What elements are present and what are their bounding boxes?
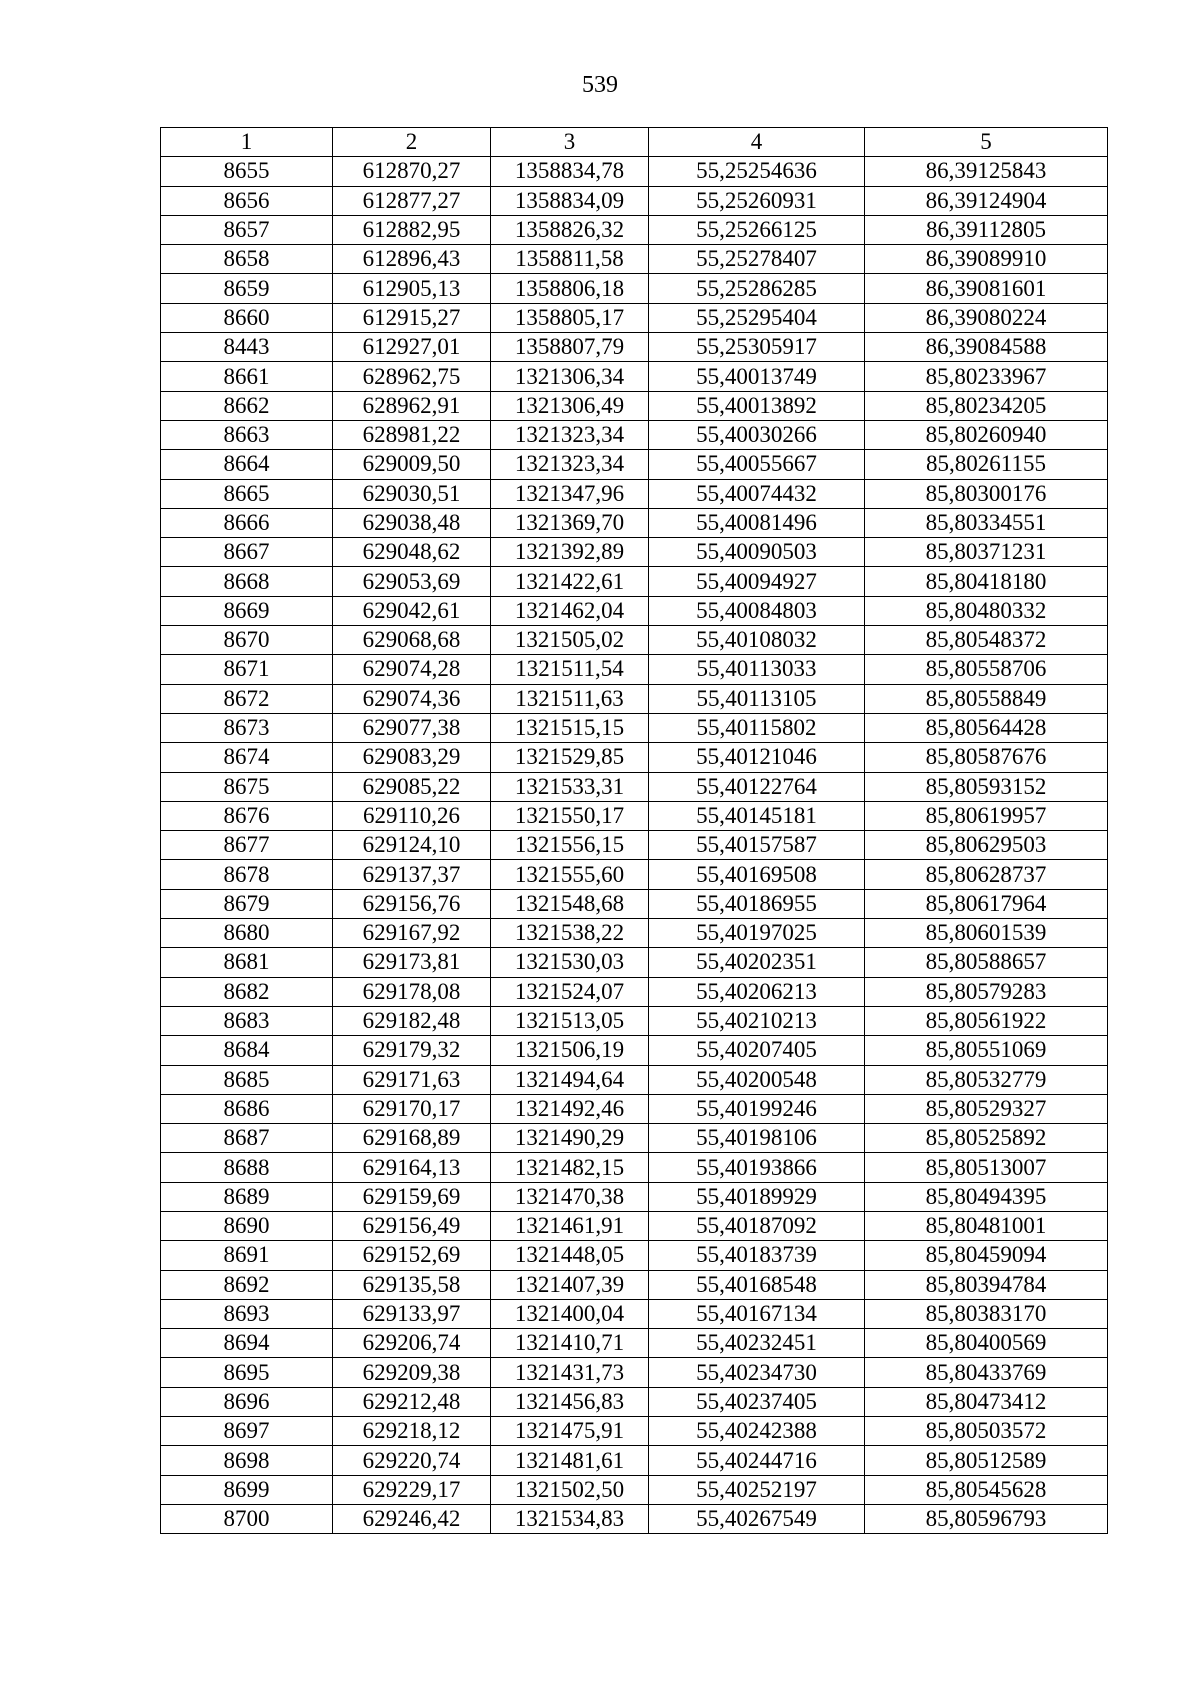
table-row xyxy=(161,1475,1108,1504)
table-cell: 1321530,03 xyxy=(491,948,649,977)
table-cell: 1358806,18 xyxy=(491,274,649,303)
table-row xyxy=(161,772,1108,801)
table-row xyxy=(161,362,1108,391)
table-row xyxy=(161,626,1108,655)
table-cell: 85,80558706 xyxy=(865,655,1108,684)
table-cell: 85,80548372 xyxy=(865,626,1108,655)
table-cell: 85,80564428 xyxy=(865,713,1108,742)
table-cell: 55,40167134 xyxy=(649,1299,865,1328)
table-cell: 8691 xyxy=(161,1241,333,1270)
table-cell: 8696 xyxy=(161,1387,333,1416)
table-cell: 85,80619957 xyxy=(865,801,1108,830)
table-cell: 8686 xyxy=(161,1094,333,1123)
table-cell: 629048,62 xyxy=(333,538,491,567)
table-cell: 8694 xyxy=(161,1329,333,1358)
table-cell: 55,40157587 xyxy=(649,831,865,860)
table-row xyxy=(161,743,1108,772)
table-cell: 1321502,50 xyxy=(491,1475,649,1504)
table-row xyxy=(161,303,1108,332)
table-cell: 85,80532779 xyxy=(865,1065,1108,1094)
table-cell: 629009,50 xyxy=(333,450,491,479)
table-cell: 1321524,07 xyxy=(491,977,649,1006)
table-cell: 85,80473412 xyxy=(865,1387,1108,1416)
table-cell: 629152,69 xyxy=(333,1241,491,1270)
table-cell: 629164,13 xyxy=(333,1153,491,1182)
table-cell: 629212,48 xyxy=(333,1387,491,1416)
table-cell: 629220,74 xyxy=(333,1446,491,1475)
table-cell: 612870,27 xyxy=(333,157,491,186)
table-cell: 55,40113105 xyxy=(649,684,865,713)
table-cell: 1321482,15 xyxy=(491,1153,649,1182)
table-cell: 85,80551069 xyxy=(865,1036,1108,1065)
table-cell: 8690 xyxy=(161,1211,333,1240)
table-cell: 8688 xyxy=(161,1153,333,1182)
table-cell: 85,80579283 xyxy=(865,977,1108,1006)
table-cell: 85,80260940 xyxy=(865,420,1108,449)
table-cell: 55,40122764 xyxy=(649,772,865,801)
table-row xyxy=(161,977,1108,1006)
table-cell: 86,39081601 xyxy=(865,274,1108,303)
table-cell: 85,80587676 xyxy=(865,743,1108,772)
table-cell: 628962,91 xyxy=(333,391,491,420)
table-cell: 55,40210213 xyxy=(649,1006,865,1035)
table-row xyxy=(161,186,1108,215)
table-cell: 629053,69 xyxy=(333,567,491,596)
table-row xyxy=(161,333,1108,362)
table-cell: 85,80558849 xyxy=(865,684,1108,713)
table-cell: 1321410,71 xyxy=(491,1329,649,1358)
table-cell: 629083,29 xyxy=(333,743,491,772)
table-cell: 629156,49 xyxy=(333,1211,491,1240)
table-cell: 1321431,73 xyxy=(491,1358,649,1387)
table-cell: 1321506,19 xyxy=(491,1036,649,1065)
table-cell: 8670 xyxy=(161,626,333,655)
table-cell: 1321392,89 xyxy=(491,538,649,567)
table-cell: 55,40207405 xyxy=(649,1036,865,1065)
table-cell: 629137,37 xyxy=(333,860,491,889)
table-row xyxy=(161,1211,1108,1240)
table-cell: 55,25266125 xyxy=(649,215,865,244)
table-cell: 1321529,85 xyxy=(491,743,649,772)
table-cell: 85,80629503 xyxy=(865,831,1108,860)
table-cell: 8663 xyxy=(161,420,333,449)
table-cell: 1358805,17 xyxy=(491,303,649,332)
table-row xyxy=(161,1124,1108,1153)
table-cell: 8689 xyxy=(161,1182,333,1211)
table-cell: 55,40090503 xyxy=(649,538,865,567)
table-row xyxy=(161,157,1108,186)
table-cell: 8687 xyxy=(161,1124,333,1153)
table-cell: 55,40013892 xyxy=(649,391,865,420)
table-row xyxy=(161,1299,1108,1328)
table-cell: 629030,51 xyxy=(333,479,491,508)
table-cell: 628962,75 xyxy=(333,362,491,391)
table-row xyxy=(161,919,1108,948)
table-cell: 55,40237405 xyxy=(649,1387,865,1416)
table-cell: 629077,38 xyxy=(333,713,491,742)
table-row xyxy=(161,655,1108,684)
table-row xyxy=(161,1270,1108,1299)
table-row xyxy=(161,860,1108,889)
table-cell: 85,80503572 xyxy=(865,1417,1108,1446)
table-cell: 8683 xyxy=(161,1006,333,1035)
table-cell: 55,40013749 xyxy=(649,362,865,391)
table-cell: 629168,89 xyxy=(333,1124,491,1153)
table-cell: 629135,58 xyxy=(333,1270,491,1299)
table-row xyxy=(161,1065,1108,1094)
header-cell: 5 xyxy=(865,128,1108,157)
table-cell: 55,40186955 xyxy=(649,889,865,918)
table-cell: 629074,28 xyxy=(333,655,491,684)
table-cell: 1358811,58 xyxy=(491,245,649,274)
table-cell: 85,80371231 xyxy=(865,538,1108,567)
table-cell: 85,80545628 xyxy=(865,1475,1108,1504)
table-cell: 85,80234205 xyxy=(865,391,1108,420)
table-cell: 1321323,34 xyxy=(491,420,649,449)
table-cell: 8673 xyxy=(161,713,333,742)
table-cell: 629068,68 xyxy=(333,626,491,655)
table-cell: 1321470,38 xyxy=(491,1182,649,1211)
table-cell: 85,80513007 xyxy=(865,1153,1108,1182)
table-cell: 629074,36 xyxy=(333,684,491,713)
table-cell: 629182,48 xyxy=(333,1006,491,1035)
table-cell: 8656 xyxy=(161,186,333,215)
table-cell: 86,39112805 xyxy=(865,215,1108,244)
table-row xyxy=(161,1387,1108,1416)
table-cell: 55,25260931 xyxy=(649,186,865,215)
table-row xyxy=(161,596,1108,625)
table-cell: 55,40113033 xyxy=(649,655,865,684)
table-cell: 8660 xyxy=(161,303,333,332)
table-row xyxy=(161,1153,1108,1182)
table-cell: 8657 xyxy=(161,215,333,244)
table-cell: 85,80593152 xyxy=(865,772,1108,801)
table-cell: 55,40242388 xyxy=(649,1417,865,1446)
header-cell: 2 xyxy=(333,128,491,157)
table-cell: 55,40267549 xyxy=(649,1504,865,1533)
table-cell: 8681 xyxy=(161,948,333,977)
table-cell: 85,80433769 xyxy=(865,1358,1108,1387)
table-cell: 55,40202351 xyxy=(649,948,865,977)
table-cell: 85,80588657 xyxy=(865,948,1108,977)
table-cell: 8698 xyxy=(161,1446,333,1475)
table-cell: 1321369,70 xyxy=(491,508,649,537)
table-cell: 629156,76 xyxy=(333,889,491,918)
table-cell: 85,80494395 xyxy=(865,1182,1108,1211)
table-cell: 55,40084803 xyxy=(649,596,865,625)
table-cell: 1321462,04 xyxy=(491,596,649,625)
table-cell: 55,25305917 xyxy=(649,333,865,362)
table-row xyxy=(161,831,1108,860)
table-cell: 85,80617964 xyxy=(865,889,1108,918)
header-cell: 4 xyxy=(649,128,865,157)
table-cell: 55,40200548 xyxy=(649,1065,865,1094)
table-row xyxy=(161,508,1108,537)
table-cell: 55,40198106 xyxy=(649,1124,865,1153)
table-cell: 1321511,54 xyxy=(491,655,649,684)
header-cell: 1 xyxy=(161,128,333,157)
table-row xyxy=(161,391,1108,420)
table-cell: 1321533,31 xyxy=(491,772,649,801)
table-cell: 8668 xyxy=(161,567,333,596)
table-cell: 1358807,79 xyxy=(491,333,649,362)
table-cell: 85,80418180 xyxy=(865,567,1108,596)
table-row xyxy=(161,1241,1108,1270)
table-row xyxy=(161,1358,1108,1387)
table-cell: 86,39089910 xyxy=(865,245,1108,274)
table-cell: 85,80628737 xyxy=(865,860,1108,889)
table-row xyxy=(161,245,1108,274)
table-cell: 85,80300176 xyxy=(865,479,1108,508)
table-cell: 1321448,05 xyxy=(491,1241,649,1270)
table-cell: 55,40094927 xyxy=(649,567,865,596)
table-cell: 85,80512589 xyxy=(865,1446,1108,1475)
table-cell: 1358834,09 xyxy=(491,186,649,215)
table-row xyxy=(161,889,1108,918)
table-cell: 8655 xyxy=(161,157,333,186)
table-cell: 8700 xyxy=(161,1504,333,1533)
table-row xyxy=(161,538,1108,567)
coordinates-table xyxy=(160,127,1108,1534)
table-row xyxy=(161,1504,1108,1533)
page-number: 539 xyxy=(582,72,618,98)
table-cell: 1321511,63 xyxy=(491,684,649,713)
table-row xyxy=(161,801,1108,830)
table-cell: 8669 xyxy=(161,596,333,625)
table-cell: 8443 xyxy=(161,333,333,362)
table-cell: 1321505,02 xyxy=(491,626,649,655)
table-cell: 8699 xyxy=(161,1475,333,1504)
table-cell: 629159,69 xyxy=(333,1182,491,1211)
table-cell: 1321555,60 xyxy=(491,860,649,889)
table-cell: 1321475,91 xyxy=(491,1417,649,1446)
table-cell: 1321461,91 xyxy=(491,1211,649,1240)
table-row xyxy=(161,215,1108,244)
table-cell: 55,40252197 xyxy=(649,1475,865,1504)
table-cell: 8692 xyxy=(161,1270,333,1299)
table-cell: 8680 xyxy=(161,919,333,948)
table-cell: 8672 xyxy=(161,684,333,713)
table-cell: 1358834,78 xyxy=(491,157,649,186)
table-cell: 85,80261155 xyxy=(865,450,1108,479)
table-row xyxy=(161,420,1108,449)
table-cell: 612877,27 xyxy=(333,186,491,215)
table-cell: 8662 xyxy=(161,391,333,420)
table-cell: 629179,32 xyxy=(333,1036,491,1065)
table-cell: 8666 xyxy=(161,508,333,537)
table-cell: 55,25254636 xyxy=(649,157,865,186)
table-row xyxy=(161,479,1108,508)
table-cell: 8684 xyxy=(161,1036,333,1065)
table-cell: 55,25286285 xyxy=(649,274,865,303)
table-cell: 86,39084588 xyxy=(865,333,1108,362)
table-cell: 8685 xyxy=(161,1065,333,1094)
table-cell: 86,39080224 xyxy=(865,303,1108,332)
table-cell: 629173,81 xyxy=(333,948,491,977)
header-cell: 3 xyxy=(491,128,649,157)
table-row xyxy=(161,948,1108,977)
table-cell: 1321323,34 xyxy=(491,450,649,479)
table-cell: 85,80233967 xyxy=(865,362,1108,391)
table-cell: 629124,10 xyxy=(333,831,491,860)
table-cell: 85,80481001 xyxy=(865,1211,1108,1240)
table-cell: 55,40169508 xyxy=(649,860,865,889)
table-cell: 1321400,04 xyxy=(491,1299,649,1328)
table-cell: 85,80561922 xyxy=(865,1006,1108,1035)
table-cell: 85,80525892 xyxy=(865,1124,1108,1153)
table-cell: 55,40244716 xyxy=(649,1446,865,1475)
table-cell: 8677 xyxy=(161,831,333,860)
table-cell: 1321306,34 xyxy=(491,362,649,391)
table-cell: 1321515,15 xyxy=(491,713,649,742)
table-cell: 629042,61 xyxy=(333,596,491,625)
table-cell: 1321538,22 xyxy=(491,919,649,948)
table-cell: 8695 xyxy=(161,1358,333,1387)
table-cell: 1321347,96 xyxy=(491,479,649,508)
table-cell: 8665 xyxy=(161,479,333,508)
table-cell: 1321548,68 xyxy=(491,889,649,918)
table-cell: 8659 xyxy=(161,274,333,303)
table-cell: 85,80400569 xyxy=(865,1329,1108,1358)
table-cell: 629246,42 xyxy=(333,1504,491,1533)
table-cell: 1358826,32 xyxy=(491,215,649,244)
table-cell: 55,40197025 xyxy=(649,919,865,948)
table-cell: 55,40074432 xyxy=(649,479,865,508)
table-row xyxy=(161,1182,1108,1211)
table-row xyxy=(161,274,1108,303)
table-cell: 8674 xyxy=(161,743,333,772)
table-cell: 55,40121046 xyxy=(649,743,865,772)
table-cell: 1321490,29 xyxy=(491,1124,649,1153)
table-cell: 1321550,17 xyxy=(491,801,649,830)
table-cell: 629229,17 xyxy=(333,1475,491,1504)
table-cell: 612896,43 xyxy=(333,245,491,274)
table-cell: 55,25295404 xyxy=(649,303,865,332)
table-cell: 8679 xyxy=(161,889,333,918)
table-cell: 612915,27 xyxy=(333,303,491,332)
table-row xyxy=(161,567,1108,596)
table-row xyxy=(161,713,1108,742)
table-cell: 55,40145181 xyxy=(649,801,865,830)
table-row xyxy=(161,450,1108,479)
table-cell: 55,40168548 xyxy=(649,1270,865,1299)
table-cell: 55,40189929 xyxy=(649,1182,865,1211)
table-cell: 55,40081496 xyxy=(649,508,865,537)
table-cell: 1321306,49 xyxy=(491,391,649,420)
table-cell: 8671 xyxy=(161,655,333,684)
table-cell: 55,40183739 xyxy=(649,1241,865,1270)
table-cell: 629171,63 xyxy=(333,1065,491,1094)
table-cell: 8697 xyxy=(161,1417,333,1446)
table-cell: 55,40115802 xyxy=(649,713,865,742)
table-cell: 629206,74 xyxy=(333,1329,491,1358)
table-cell: 612927,01 xyxy=(333,333,491,362)
table-cell: 1321534,83 xyxy=(491,1504,649,1533)
table-row xyxy=(161,1094,1108,1123)
table-cell: 8693 xyxy=(161,1299,333,1328)
table-row xyxy=(161,1417,1108,1446)
table-cell: 612882,95 xyxy=(333,215,491,244)
table-cell: 8661 xyxy=(161,362,333,391)
table-cell: 55,40108032 xyxy=(649,626,865,655)
table-cell: 629209,38 xyxy=(333,1358,491,1387)
table-cell: 628981,22 xyxy=(333,420,491,449)
table-cell: 86,39125843 xyxy=(865,157,1108,186)
table-cell: 1321456,83 xyxy=(491,1387,649,1416)
table-cell: 1321492,46 xyxy=(491,1094,649,1123)
table-cell: 55,40234730 xyxy=(649,1358,865,1387)
table-row xyxy=(161,684,1108,713)
table-cell: 85,80383170 xyxy=(865,1299,1108,1328)
table-cell: 1321556,15 xyxy=(491,831,649,860)
table-cell: 85,80394784 xyxy=(865,1270,1108,1299)
table-cell: 629218,12 xyxy=(333,1417,491,1446)
table-cell: 1321513,05 xyxy=(491,1006,649,1035)
table-cell: 85,80596793 xyxy=(865,1504,1108,1533)
table-cell: 8667 xyxy=(161,538,333,567)
table-cell: 629085,22 xyxy=(333,772,491,801)
table-row xyxy=(161,1329,1108,1358)
table-cell: 1321407,39 xyxy=(491,1270,649,1299)
table-cell: 55,40206213 xyxy=(649,977,865,1006)
table-cell: 612905,13 xyxy=(333,274,491,303)
table-row xyxy=(161,1006,1108,1035)
table-cell: 629178,08 xyxy=(333,977,491,1006)
table-cell: 8682 xyxy=(161,977,333,1006)
table-cell: 55,40193866 xyxy=(649,1153,865,1182)
table-cell: 1321422,61 xyxy=(491,567,649,596)
table-row xyxy=(161,1446,1108,1475)
table-cell: 629167,92 xyxy=(333,919,491,948)
table-cell: 8658 xyxy=(161,245,333,274)
table-cell: 55,40232451 xyxy=(649,1329,865,1358)
table-cell: 85,80529327 xyxy=(865,1094,1108,1123)
table-cell: 629110,26 xyxy=(333,801,491,830)
table-cell: 55,40199246 xyxy=(649,1094,865,1123)
table-cell: 55,40187092 xyxy=(649,1211,865,1240)
table-body xyxy=(161,128,1108,1534)
table-cell: 86,39124904 xyxy=(865,186,1108,215)
table-cell: 8678 xyxy=(161,860,333,889)
table-cell: 8664 xyxy=(161,450,333,479)
table-cell: 85,80601539 xyxy=(865,919,1108,948)
table-cell: 8676 xyxy=(161,801,333,830)
header-row xyxy=(161,128,1108,157)
table-cell: 8675 xyxy=(161,772,333,801)
table-cell: 629133,97 xyxy=(333,1299,491,1328)
table-cell: 629038,48 xyxy=(333,508,491,537)
table-cell: 1321481,61 xyxy=(491,1446,649,1475)
table-cell: 85,80459094 xyxy=(865,1241,1108,1270)
table-cell: 85,80334551 xyxy=(865,508,1108,537)
table-cell: 1321494,64 xyxy=(491,1065,649,1094)
table-cell: 629170,17 xyxy=(333,1094,491,1123)
table-cell: 85,80480332 xyxy=(865,596,1108,625)
table-cell: 55,25278407 xyxy=(649,245,865,274)
table-cell: 55,40030266 xyxy=(649,420,865,449)
table-cell: 55,40055667 xyxy=(649,450,865,479)
table-row xyxy=(161,1036,1108,1065)
